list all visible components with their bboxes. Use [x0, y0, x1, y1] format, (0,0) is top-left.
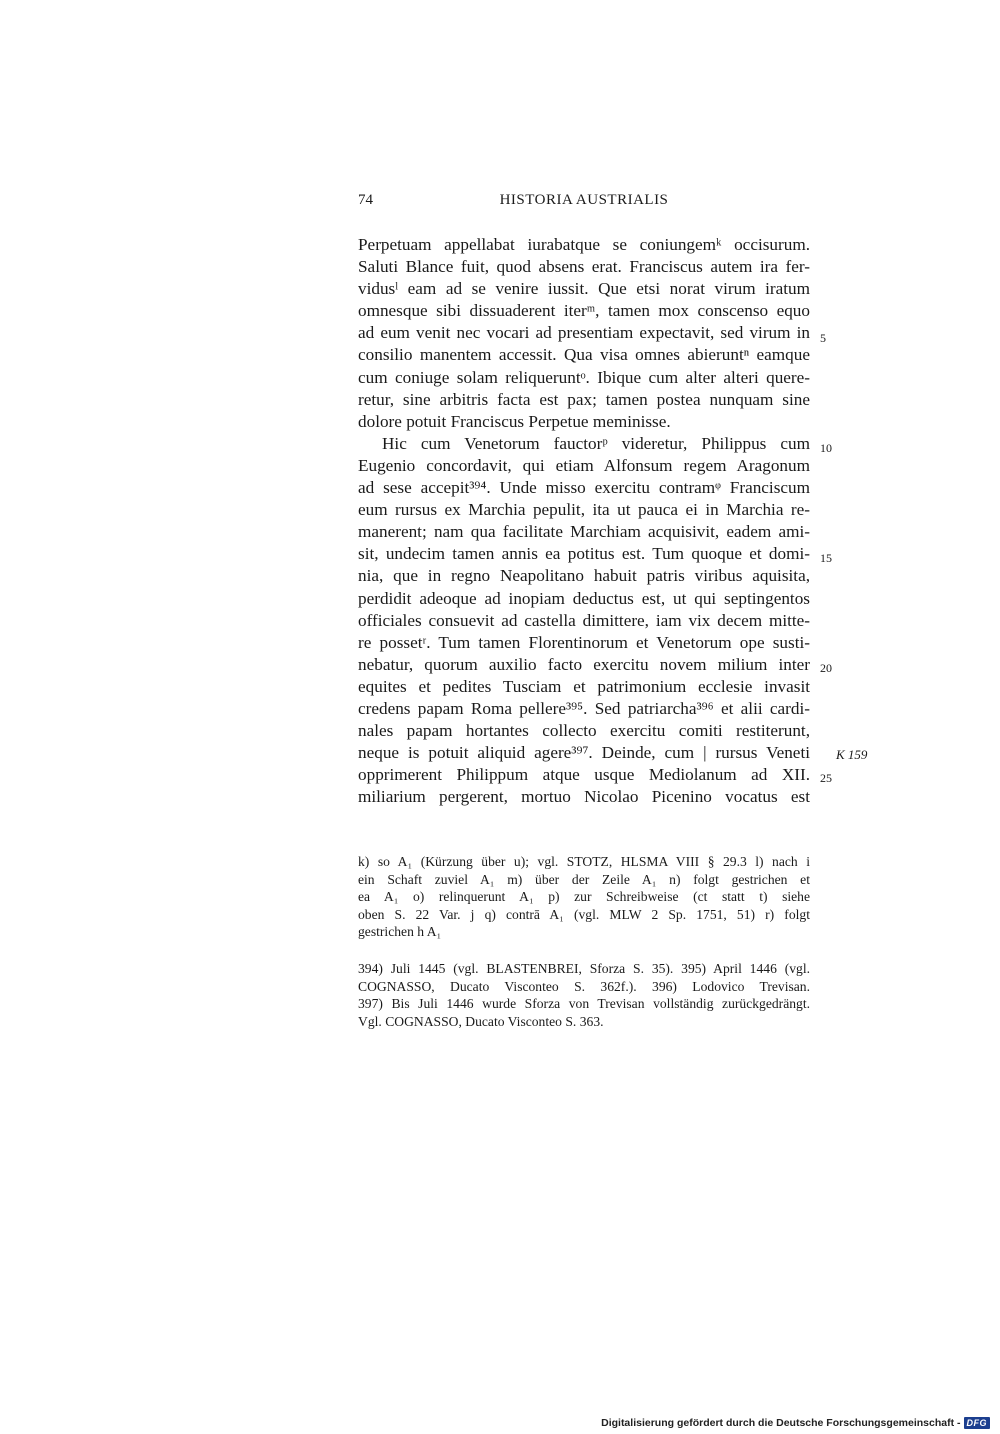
note-line: k) so A₁ (Kürzung über u); vgl. STOTZ, HLSMA VIII § 29.3 l) nach i — [358, 854, 810, 869]
critical-apparatus — [358, 853, 810, 941]
text-line: vidusˡ eam ad se venire iussit. Que etsi norat virum iratum — [358, 279, 810, 299]
text-line: Saluti Blance fuit, quod absens erat. Franciscus autem ira fer- — [358, 257, 810, 277]
text-line: omnesque sibi dissuaderent iterᵐ, tamen mox conscenso equo — [358, 301, 810, 321]
note-line: Vgl. COGNASSO, Ducato Visconteo S. 363. — [358, 1013, 604, 1029]
text-line: eum rursus ex Marchia pepulit, ita ut pauca ei in Marchia re- — [358, 500, 810, 520]
text-line: credens papam Roma pellere³⁹⁵. Sed patriarcha³⁹⁶ et alii cardi- — [358, 698, 810, 718]
text-line: nebatur, quorum auxilio facto exercitu novem milium inter — [358, 654, 810, 674]
text-line: Hic cum Venetorum fauctorᵖ videretur, Philippus cum — [382, 433, 810, 453]
running-header — [358, 192, 810, 214]
note-line: 394) Juli 1445 (vgl. BLASTENBREI, Sforza S. 35). 395) April 1446 (vgl. — [358, 961, 810, 976]
text-line: ad sese accepit³⁹⁴. Unde misso exercitu contramᵠ Franciscum — [358, 478, 810, 498]
page-number: 74 — [358, 192, 373, 208]
text-line: cum coniuge solam reliqueruntᵒ. Ibique cum alter alteri quere- — [358, 367, 810, 387]
running-title: HISTORIA AUSTRIALIS — [499, 192, 669, 208]
footer-text: Digitalisierung gefördert durch die Deutsche Forschungsgemeinschaft - — [601, 1417, 961, 1429]
text-line: officiales consuevit ad castella dimittere, iam vix decem mitte- — [358, 610, 810, 630]
note-line: ea A₁ o) relinquerunt A₁ p) zur Schreibweise (ct statt t) siehe — [358, 889, 810, 904]
text-line: re possetʳ. Tum tamen Florentinorum et Venetorum ope susti- — [358, 632, 810, 652]
text-line: Eugenio concordavit, qui etiam Alfonsum regem Aragonum — [358, 455, 810, 475]
line-number-5: 5 — [820, 331, 826, 345]
note-line: gestrichen h A₁ — [358, 924, 442, 939]
line-number-10: 10 — [820, 441, 832, 455]
line-number-25: 25 — [820, 771, 832, 785]
line-number-20: 20 — [820, 661, 832, 675]
text-line: manerent; nam qua facilitate Marchiam acquisivit, eadem ami- — [358, 522, 810, 542]
text-line: sit, undecim tamen annis ea potitus est. Tum quoque et domi- — [358, 544, 810, 564]
text-line: miliarium pergerent, mortuo Nicolao Picenino vocatus est — [358, 787, 810, 807]
text-line: ad eum venit nec vocari ad presentiam expectavit, sed virum in — [358, 323, 810, 343]
text-line: nia, que in regno Neapolitano habuit patris viribus aquisita, — [358, 566, 810, 586]
text-line: dolore potuit Franciscus Perpetue meminisse. — [358, 411, 671, 431]
text-line: consilio manentem accessit. Qua visa omnes abieruntⁿ eamque — [358, 345, 810, 365]
text-line: opprimerent Philippum atque usque Mediolanum ad XII. — [358, 765, 810, 785]
note-line: 397) Bis Juli 1446 wurde Sforza von Trevisan vollständig zurückgedrängt. — [358, 996, 810, 1011]
text-line: equites et pedites Tusciam et patrimonium ecclesie invasit — [358, 676, 810, 696]
text-line: neque is potuit aliquid agere³⁹⁷. Deinde, cum | rursus Veneti — [358, 743, 810, 763]
commentary-notes — [358, 960, 810, 1030]
text-line: perdidit adeoque ad inopiam deductus est, ut qui septingentos — [358, 588, 810, 608]
note-line: ein Schaft zuviel A₁ m) über der Zeile A₁ n) folgt gestrichen et — [358, 871, 810, 887]
dfg-logo-icon: DFG — [964, 1417, 991, 1429]
line-number-15: 15 — [820, 551, 832, 565]
text-line: retur, sine arbitris facta est pax; tamen postea nunquam sine — [358, 389, 810, 409]
text-line: Perpetuam appellabat iurabatque se coniungemᵏ occisurum. — [358, 235, 810, 254]
margin-note-page-ref: K 159 — [836, 747, 868, 762]
note-line: oben S. 22 Var. j q) contrā A₁ (vgl. MLW 2 Sp. 1751, 51) r) folgt — [358, 906, 810, 922]
digitization-footer — [601, 1416, 990, 1430]
note-line: COGNASSO, Ducato Visconteo S. 362f.). 396) Lodovico Trevisan. — [358, 978, 810, 994]
text-line: nales papam hortantes collecto exercitu comiti restiterunt, — [358, 721, 810, 741]
main-text — [358, 234, 810, 808]
